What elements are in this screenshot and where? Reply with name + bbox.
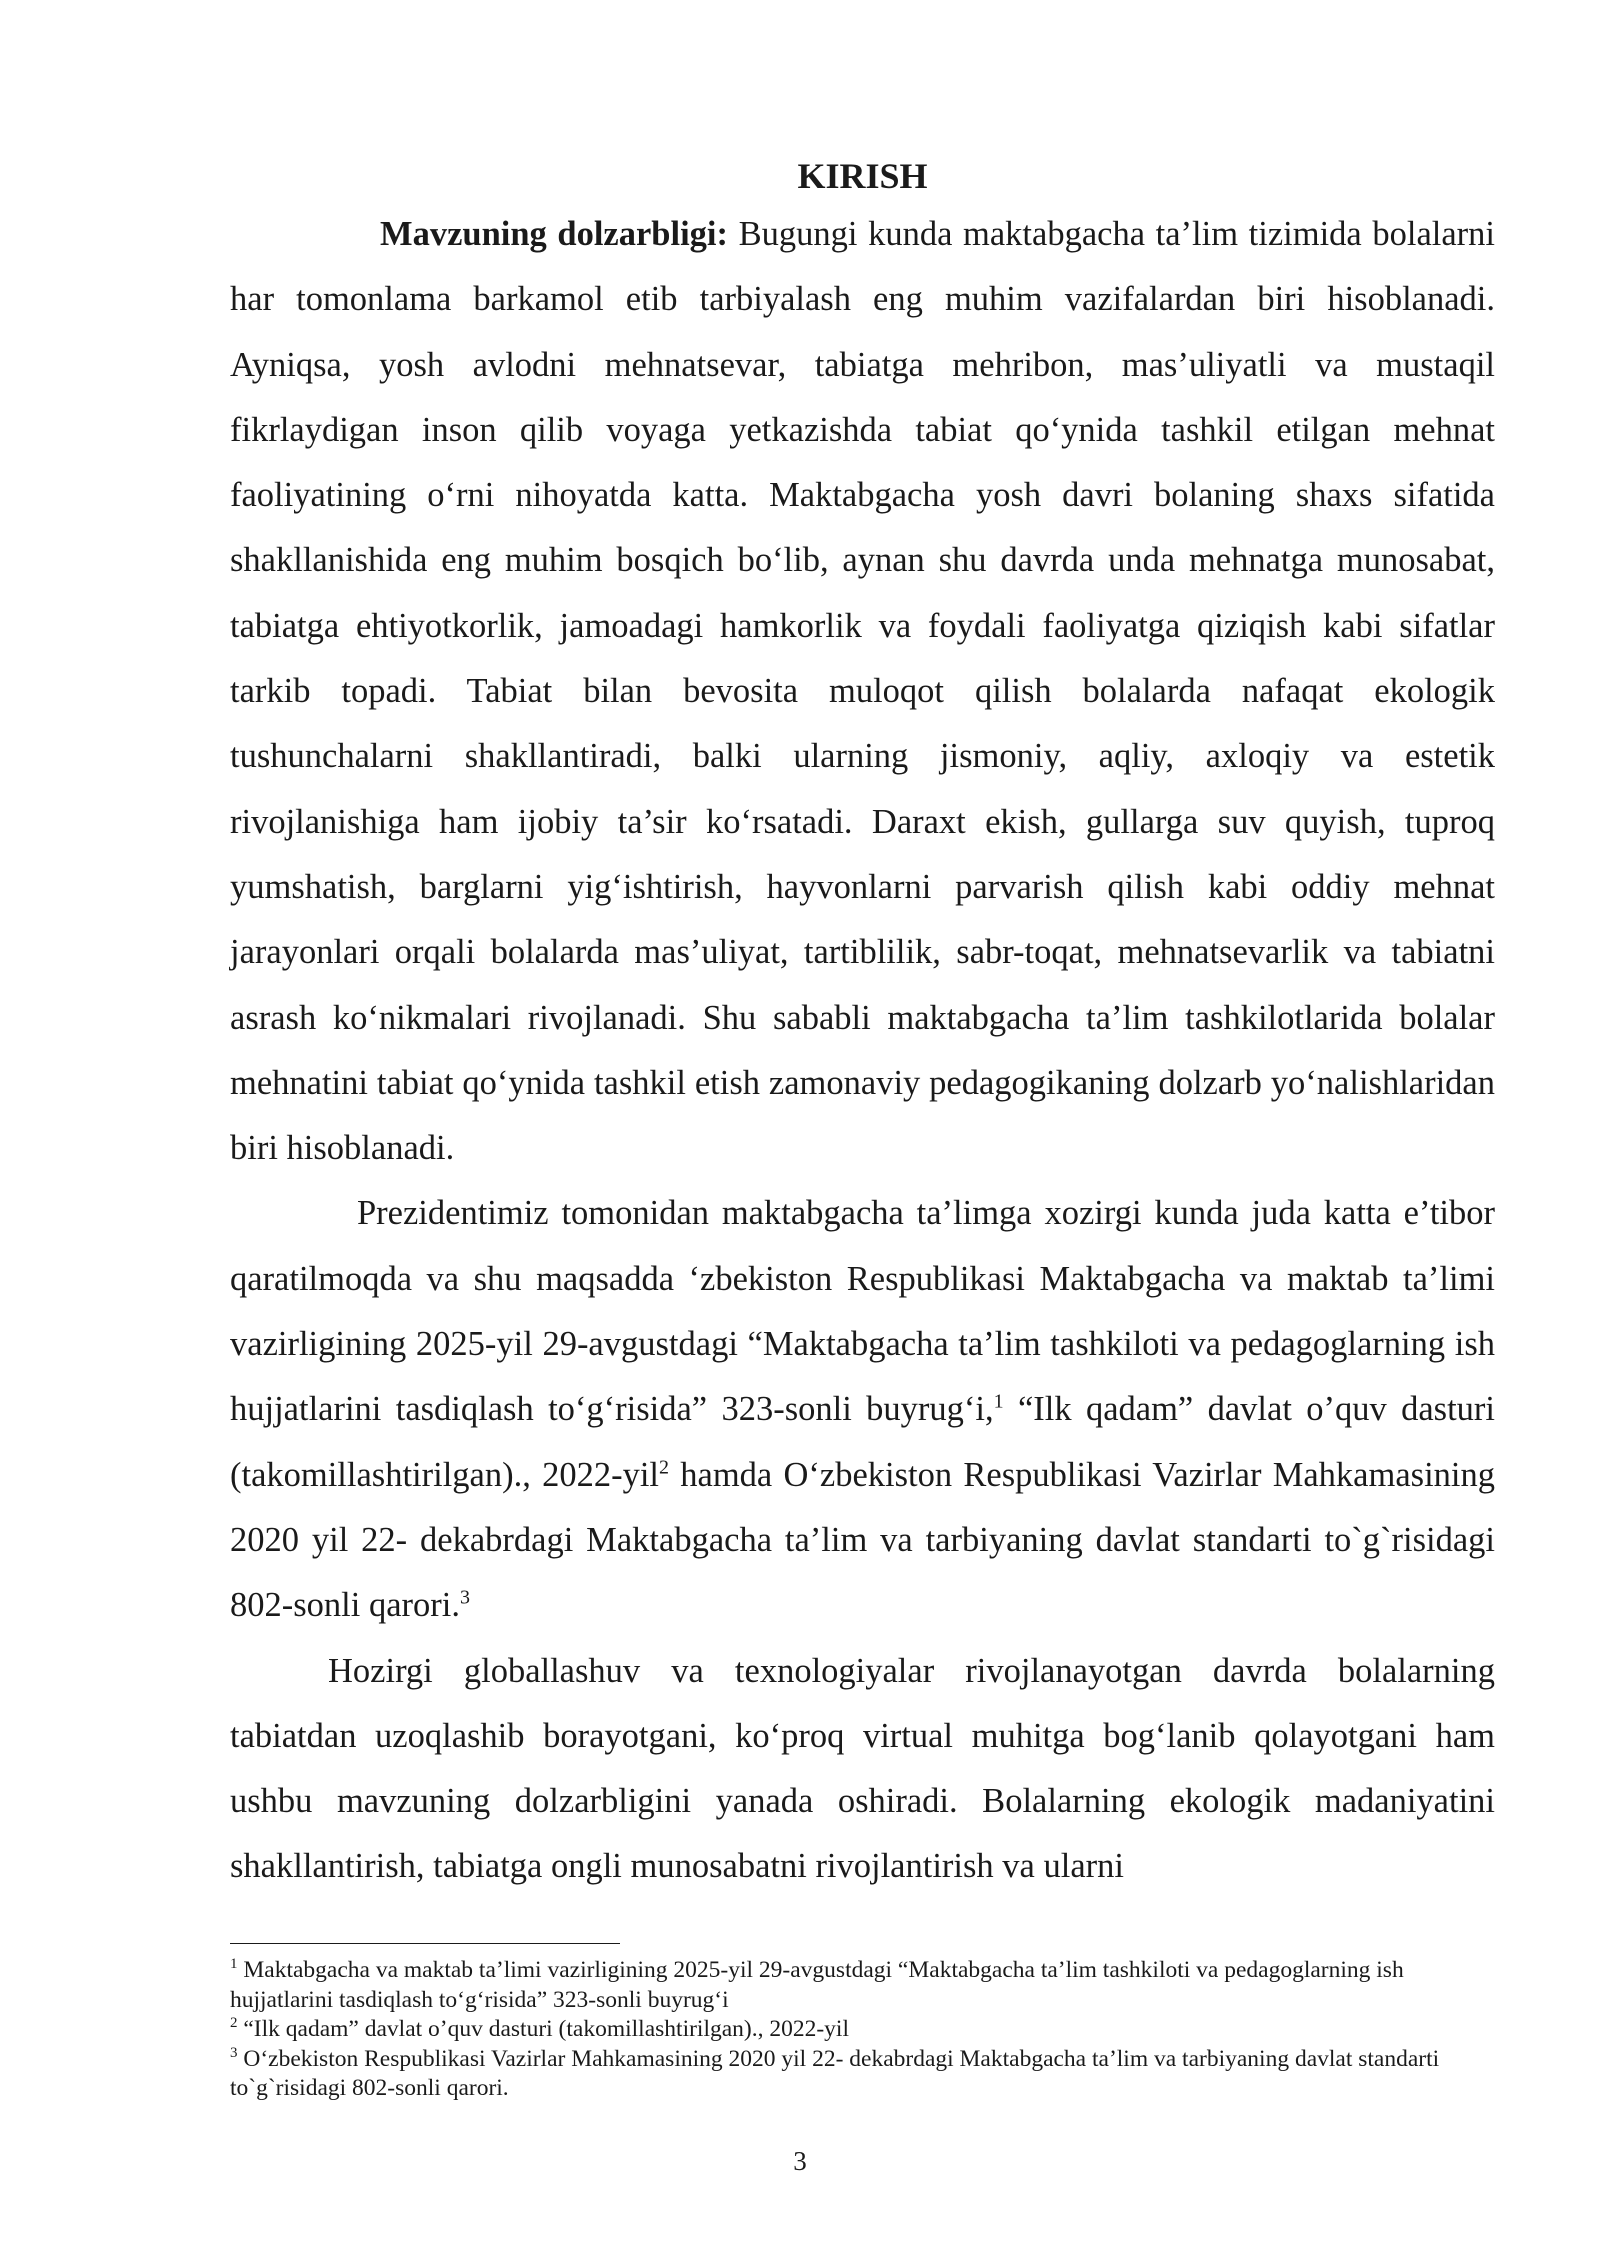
section-heading: KIRISH (797, 156, 928, 196)
paragraph-globalization: Hozirgi globallashuv va texnologiyalar rivojlanayotgan davrda bolalarning tabiatdan uzoqlashib borayotgani, ko‘proq virtual muhitga bog‘lanib qolayotgani ham ushbu mavzuning dolzarbligini yanada oshiradi. Bolalarning ekologik madaniyatini shakllantirish, tabiatga ongli munosabatni rivojlantirish va ularni (230, 1651, 1495, 1886)
paragraph-text: Prezidentimiz tomonidan maktabgacha ta’limga xozirgi kunda juda katta e’tibor qaratilmoqda va shu maqsadda ‘zbekiston Respublikasi Maktabgacha va maktab ta’limi vazirligining 2025-yil 29-avgustdagi “Maktabgacha ta’lim tashkiloti va pedagoglarning ish hujjatlarini tasdiqlash to‘g‘risida” 323-sonli buyrug‘i, (230, 1194, 1495, 1429)
paragraph-text: Bugungi kunda maktabgacha ta’lim tizimida bolalarni har tomonlama barkamol etib tarbiyalash eng muhim vazifalardan biri hisoblanadi. Ayniqsa, yosh avlodni mehnatsevar, tabiatga mehribon, mas’uliyatli va mustaqil fikrlaydigan inson qilib voyaga yetkazishda tabiat qo‘ynida tashkil etilgan mehnat faoliyatining o‘rni nihoyatda katta. Maktabgacha yosh davri bolaning shaxs sifatida shakllanishida eng muhim bosqich bo‘lib, aynan shu davrda unda mehnatga munosabat, tabiatga ehtiyotkorlik, jamoadagi hamkorlik va foydali faoliyatga qiziqish kabi sifatlar tarkib topadi. Tabiat bilan bevosita muloqot qilish bolalarda nafaqat ekologik tushunchalarni shakllantiradi, balki ularning jismoniy, aqliy, axloqiy va estetik rivojlanishiga ham ijobiy ta’sir ko‘rsatadi. Daraxt ekish, gullarga suv quyish, tuproq yumshatish, barglarni yig‘ishtirish, hayvonlarni parvarish qilish kabi oddiy mehnat jarayonlari orqali bolalarda mas’uliyat, tartiblilik, sabr-toqat, mehnatsevarlik va tabiatni asrash ko‘nikmalari rivojlanadi. Shu sababli maktabgacha ta’lim tashkilotlarida bolalar mehnatini tabiat qo‘ynida tashkil etish zamonaviy pedagogikaning dolzarb yo‘nalishlaridan biri hisoblanadi. (230, 215, 1495, 1168)
paragraph-lead: Mavzuning dolzarbligi: (380, 215, 728, 253)
footnote-ref-3[interactable]: 3 (459, 1586, 470, 1609)
footnote-divider (230, 1943, 620, 1944)
footnote-3 (230, 2045, 1495, 2104)
footnote-ref-1[interactable]: 1 (993, 1390, 1004, 1413)
footnote-text: O‘zbekiston Respublikasi Vazirlar Mahkamasining 2020 yil 22- dekabrdagi Maktabgacha ta’lim va tarbiyaning davlat standarti to`g`risidagi 802-sonli qarori. (230, 2045, 1440, 2101)
page-number: 3 (793, 2146, 807, 2176)
footnotes (230, 1956, 1495, 2104)
paragraph-text: hamda O‘zbekiston Respublikasi Vazirlar Mahkamasining 2020 yil 22- dekabrdagi Maktabgacha ta’lim va tarbiyaning davlat standarti to`g`risidagi 802-sonli qarori. (230, 1455, 1495, 1625)
footnote-text: Maktabgacha va maktab ta’limi vazirligining 2025-yil 29-avgustdagi “Maktabgacha ta’lim tashkiloti va pedagoglarning ish hujjatlarini tasdiqlash to‘g‘risida” 323-sonli buyrug‘i (230, 1957, 1404, 2013)
footnote-2 (230, 2015, 1495, 2045)
paragraph-text: “Ilk qadam” davlat o’quv dasturi (takomillashtirilgan)., 2022-yil (230, 1390, 1496, 1494)
paragraph-documents (230, 1181, 1495, 1638)
page-body (230, 150, 1495, 1900)
footnote-1 (230, 1956, 1495, 2015)
footnote-text: “Ilk qadam” davlat o’quv dasturi (takomillashtirilgan)., 2022-yil (237, 2016, 849, 2042)
footnote-number: 3 (230, 2044, 238, 2061)
footnote-number: 2 (230, 2015, 238, 2032)
footnote-ref-2[interactable]: 2 (659, 1456, 670, 1479)
footnote-number: 1 (230, 1956, 238, 1973)
paragraph-relevance (230, 202, 1495, 1181)
